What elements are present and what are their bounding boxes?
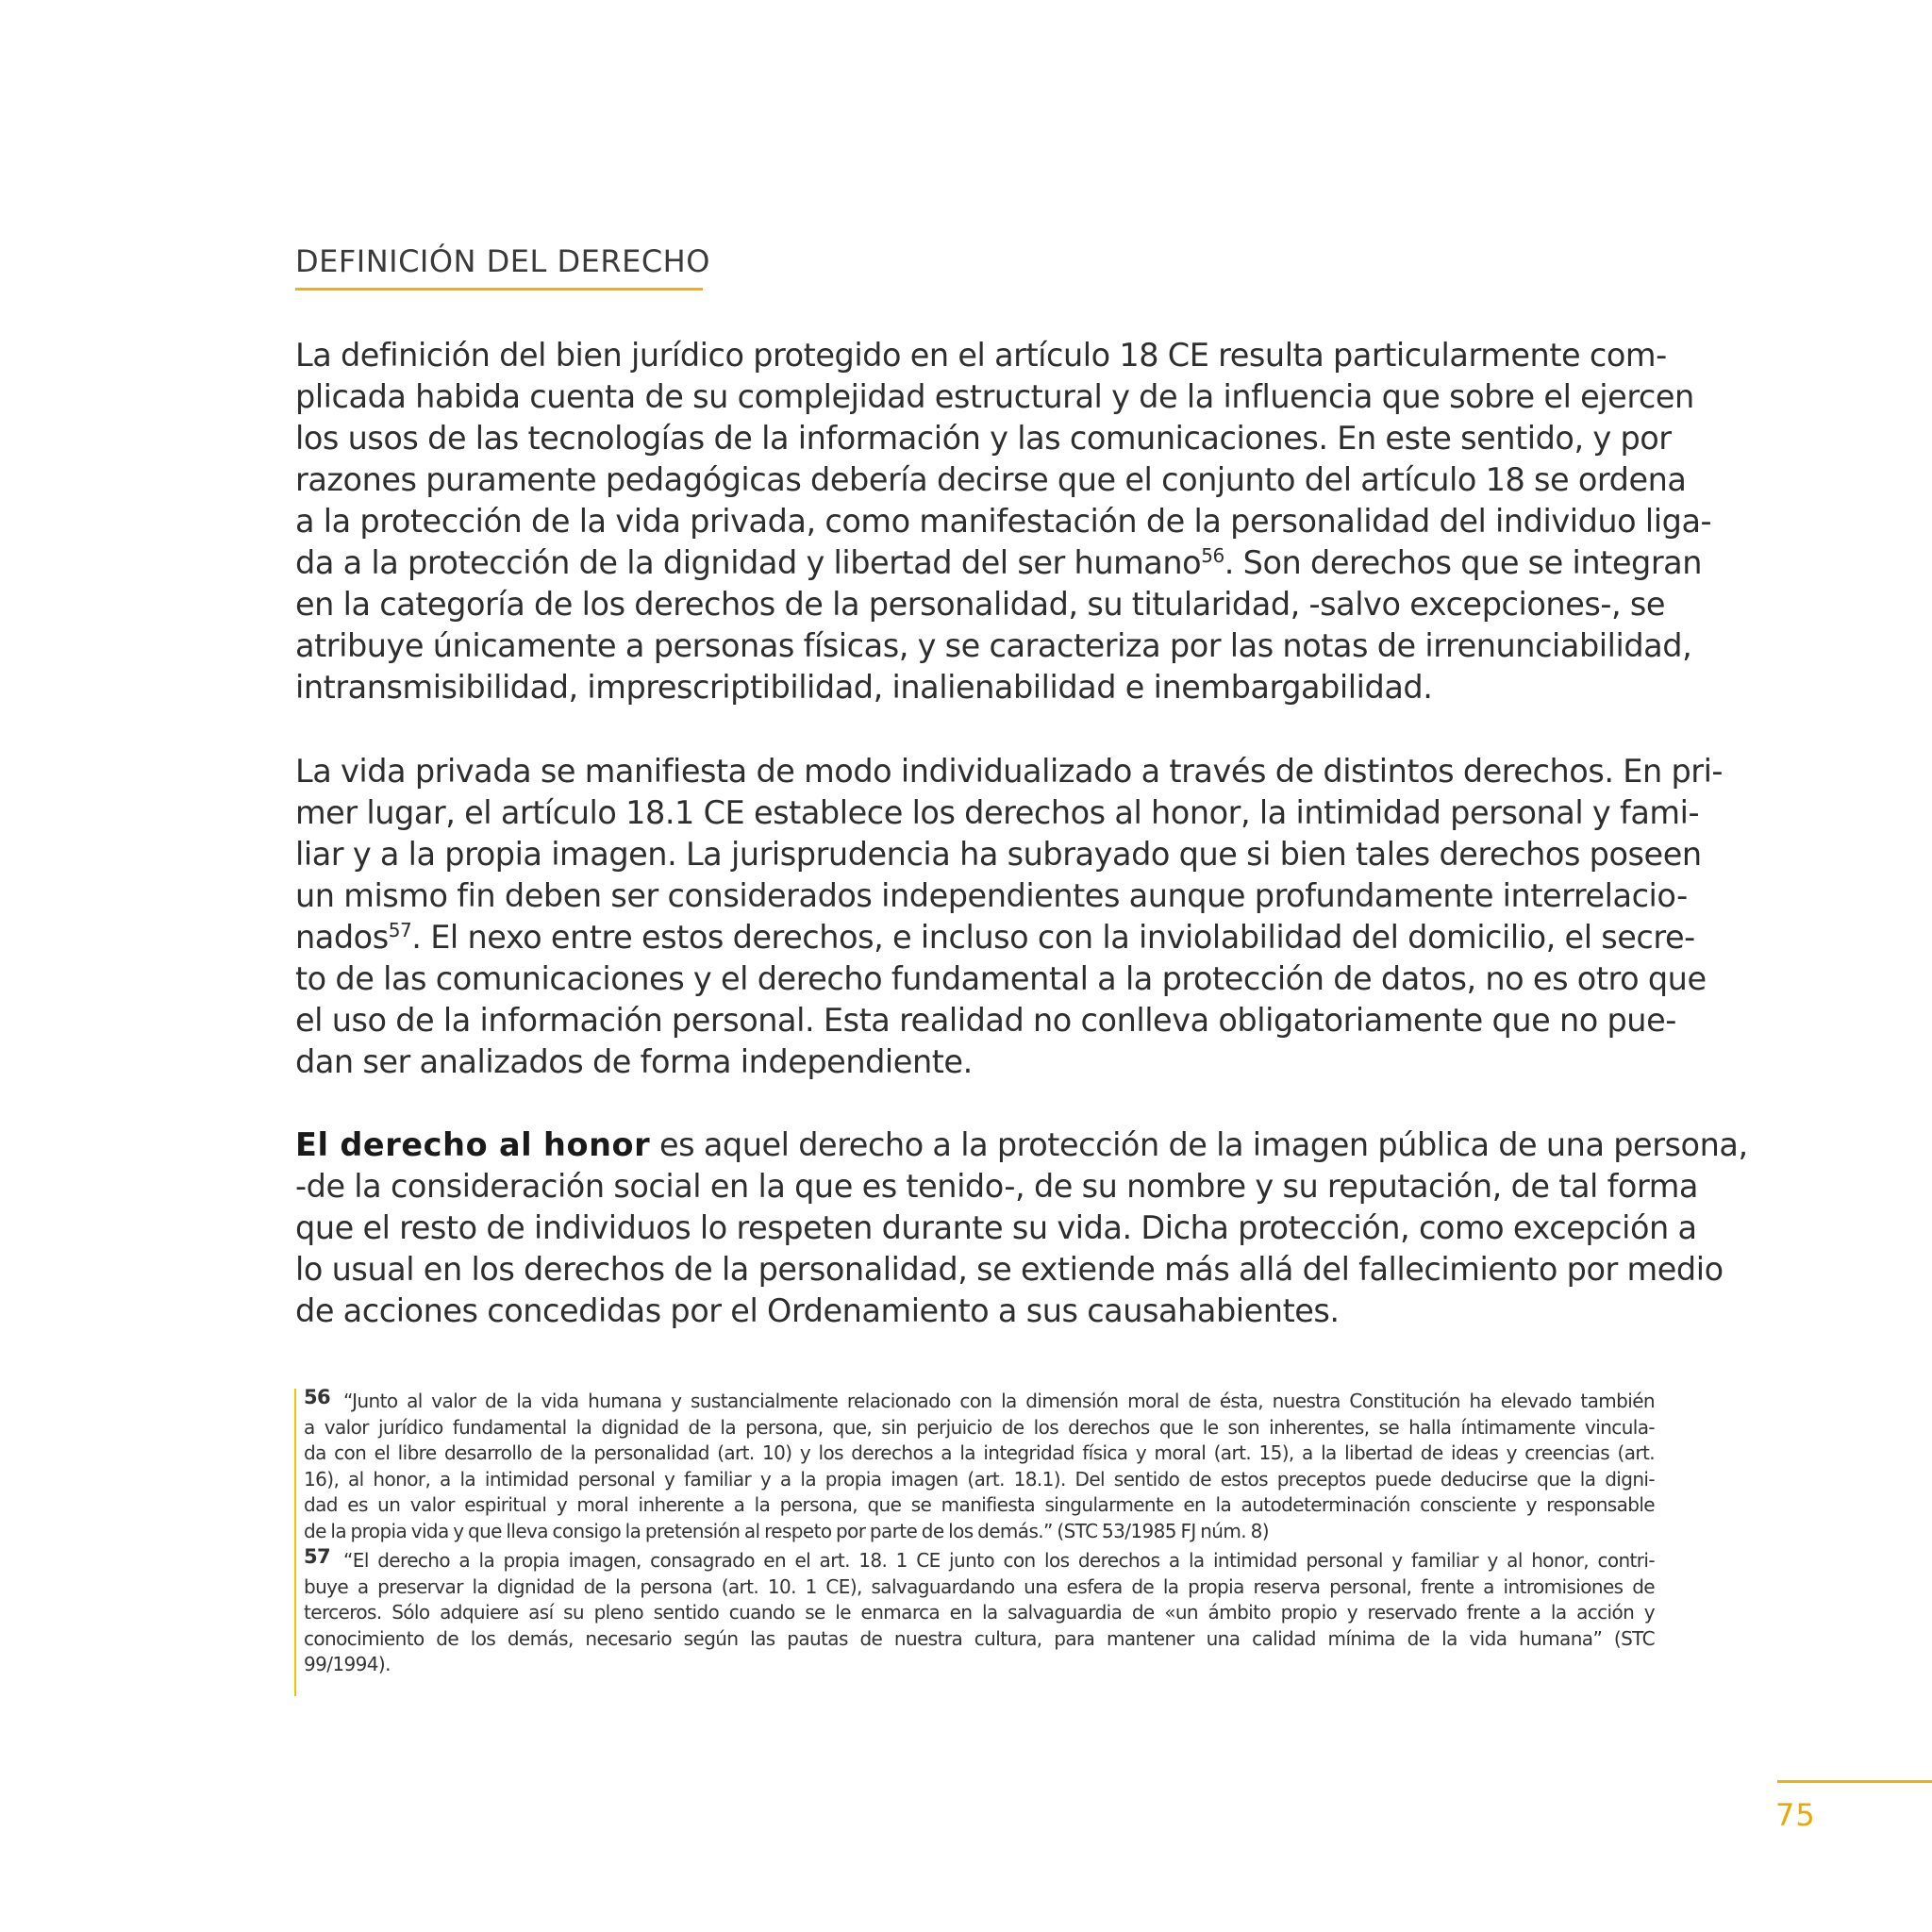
text-line: to de las comunicaciones y el derecho fundamental a la protección de datos, no es otro que	[295, 960, 1707, 997]
text-line: La definición del bien jurídico protegido en el artículo 18 CE resulta particularmente com-	[295, 337, 1667, 374]
footnote-line	[304, 1545, 1655, 1574]
footnote-line: da con el libre desarrollo de la personalidad (art. 10) y los derechos a la integridad física y moral (art. 15), a la libertad de ideas y creencias (art.	[304, 1441, 1655, 1464]
section-heading: DEFINICIÓN DEL DERECHO	[295, 243, 710, 279]
page-number-rule	[1777, 1780, 1932, 1783]
footnote-line	[304, 1386, 1655, 1415]
text-line: un mismo fin deben ser considerados independientes aunque profundamente interrelacio-	[295, 877, 1688, 914]
text-line: liar y a la propia imagen. La jurisprudencia ha subrayado que si bien tales derechos poseen	[295, 836, 1702, 873]
footnote-56	[304, 1386, 1655, 1544]
text-segment: . El nexo entre estos derechos, e incluso con la inviolabilidad del domicilio, el secre-	[411, 919, 1695, 956]
footnote-line: dad es un valor espiritual y moral inherente a la persona, que se manifiesta singularmente en la autodeterminación consciente y responsable	[304, 1493, 1655, 1516]
footnote-text: “Junto al valor de la vida humana y sustancialmente relacionado con la dimensión moral de ésta, nuestra Constitución ha elevado también	[343, 1390, 1655, 1412]
text-segment: nados	[295, 919, 389, 956]
text-line: -de la consideración social en la que es tenido-, de su nombre y su reputación, de tal forma	[295, 1168, 1698, 1205]
text-line: mer lugar, el artículo 18.1 CE establece los derechos al honor, la intimidad personal y fami-	[295, 794, 1700, 831]
paragraph-3	[295, 1124, 1748, 1332]
paragraph-2	[295, 751, 1724, 1083]
footnote-57	[304, 1545, 1655, 1678]
text-line: plicada habida cuenta de su complejidad estructural y de la influencia que sobre el ejercen	[295, 378, 1694, 415]
footnote-line: 99/1994).	[304, 1653, 391, 1675]
text-segment: es aquel derecho a la protección de la imagen pública de una persona,	[650, 1126, 1748, 1163]
footnote-line: conocimiento de los demás, necesario según las pautas de nuestra cultura, para mantener una calidad mínima de la vida humana” (STC	[304, 1626, 1655, 1650]
footnote-text: “El derecho a la propia imagen, consagrado en el art. 18. 1 CE junto con los derechos a la intimidad personal y familiar y al honor, contri-	[343, 1549, 1655, 1572]
text-line	[295, 542, 1703, 584]
text-line: el uso de la información personal. Esta realidad no conlleva obligatoriamente que no pue-	[295, 1002, 1676, 1039]
text-line	[295, 1124, 1748, 1166]
text-line: intransmisibilidad, imprescriptibilidad, inalienabilidad e inembargabilidad.	[295, 669, 1433, 706]
page-number: 75	[1775, 1797, 1816, 1833]
text-line: en la categoría de los derechos de la personalidad, su titularidad, -salvo excepciones-, se	[295, 586, 1666, 623]
text-segment: da a la protección de la dignidad y libertad del ser humano	[295, 544, 1202, 581]
footnote-number: 57	[304, 1545, 331, 1568]
footnote-line: 16), al honor, a la intimidad personal y familiar y a la propia imagen (art. 18.1). Del sentido de estos preceptos puede deducirse que la digni-	[304, 1467, 1655, 1491]
text-line: de acciones concedidas por el Ordenamiento a sus causahabientes.	[295, 1292, 1340, 1329]
text-line: dan ser analizados de forma independiente.	[295, 1043, 973, 1080]
text-line: que el resto de individuos lo respeten durante su vida. Dicha protección, como excepción a	[295, 1209, 1697, 1246]
text-line: razones puramente pedagógicas debería decirse que el conjunto del artículo 18 se ordena	[295, 461, 1687, 498]
text-line: La vida privada se manifiesta de modo individualizado a través de distintos derechos. En pri-	[295, 753, 1724, 790]
text-line: atribuye únicamente a personas físicas, y se caracteriza por las notas de irrenunciabilidad,	[295, 627, 1692, 664]
footnote-ref-57[interactable]: 57	[388, 919, 412, 941]
heading-underline	[295, 288, 703, 291]
footnotes	[294, 1386, 1655, 1696]
footnote-line: buye a preservar la dignidad de la persona (art. 10. 1 CE), salvaguardando una esfera de la propia reserva personal, frente a intromisiones de	[304, 1574, 1655, 1598]
footnote-line: de la propia vida y que lleva consigo la pretensión al respeto por parte de los demás.” (STC 53/1985 FJ núm. 8)	[304, 1519, 1269, 1542]
footnote-line: a valor jurídico fundamental la dignidad de la persona, que, sin perjuicio de los derechos que le son inherentes, se halla íntimamente vincula-	[304, 1415, 1655, 1439]
footnote-line: terceros. Sólo adquiere así su pleno sentido cuando se le enmarca en la salvaguardia de «un ámbito propio y reservado frente a la acción y	[304, 1601, 1655, 1624]
footnote-number: 56	[304, 1386, 331, 1408]
paragraph-1	[295, 335, 1712, 708]
text-line: los usos de las tecnologías de la información y las comunicaciones. En este sentido, y por	[295, 420, 1672, 457]
footnote-ref-56[interactable]: 56	[1201, 544, 1224, 567]
text-line	[295, 917, 1695, 958]
text-line: a la protección de la vida privada, como manifestación de la personalidad del individuo liga-	[295, 503, 1712, 540]
text-line: lo usual en los derechos de la personalidad, se extiende más allá del fallecimiento por medio	[295, 1251, 1724, 1288]
highlighted-term: El derecho al honor	[295, 1126, 651, 1163]
text-segment: . Son derechos que se integran	[1224, 544, 1703, 581]
